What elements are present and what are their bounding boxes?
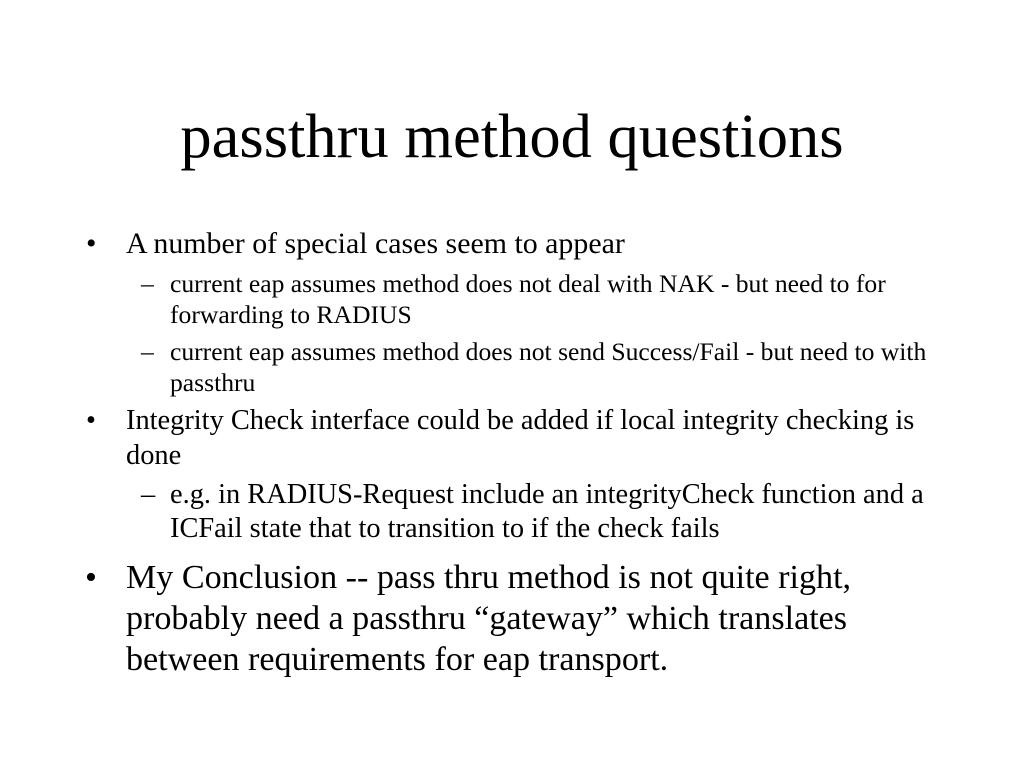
sub-bullet-marker: – bbox=[141, 269, 154, 298]
sub-bullet-item bbox=[141, 268, 948, 330]
bullet-marker: • bbox=[86, 405, 96, 436]
sub-bullet-marker: – bbox=[141, 479, 156, 510]
sub-bullet-item bbox=[141, 478, 948, 546]
sub-bullet-text: current eap assumes method does not deal with NAK - but need to for forwarding to RADIUS bbox=[170, 269, 886, 329]
sub-bullet-text: e.g. in RADIUS-Request include an integrityCheck function and a ICFail state that to transition to if the check fails bbox=[170, 479, 924, 544]
sub-bullet-text: current eap assumes method does not send Success/Fail - but need to with passthru bbox=[170, 337, 927, 397]
bullet-marker: • bbox=[86, 227, 97, 260]
bullet-item bbox=[86, 403, 948, 473]
slide-title: passthru method questions bbox=[180, 101, 844, 171]
sub-bullet-marker: – bbox=[141, 337, 154, 366]
bullet-marker: • bbox=[85, 559, 97, 596]
bullet-item bbox=[85, 557, 948, 680]
bullet-text: My Conclusion -- pass thru method is not quite right, probably need a passthru “gateway” which translates between requirements for eap transport. bbox=[126, 559, 852, 678]
bullet-text: A number of special cases seem to appear bbox=[126, 227, 625, 260]
bullet-item bbox=[86, 226, 948, 261]
bullet-text: Integrity Check interface could be added if local integrity checking is done bbox=[126, 405, 915, 471]
sub-bullet-item bbox=[141, 336, 948, 398]
